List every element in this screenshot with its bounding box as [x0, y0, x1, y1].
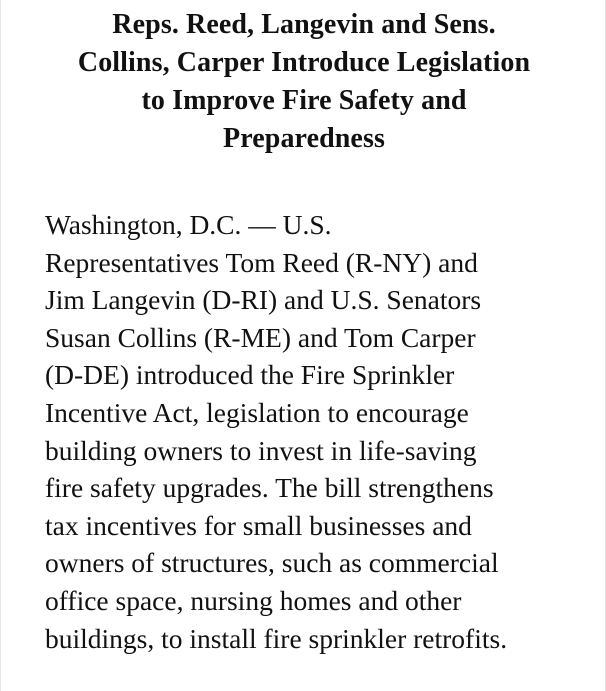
body-line: tax incentives for small businesses and: [45, 509, 472, 541]
headline-line: Collins, Carper Introduce Legislation: [77, 47, 531, 78]
body-line: office space, nursing homes and other: [45, 584, 462, 616]
body-line: Representatives Tom Reed (R-NY) and: [45, 246, 478, 278]
body-paragraph: [45, 206, 585, 657]
body-line: owners of structures, such as commercial: [45, 547, 499, 579]
body-line: (D-DE) introduced the Fire Sprinkler: [45, 359, 455, 391]
body-line: building owners to invest in life-saving: [45, 434, 477, 466]
headline: [31, 6, 577, 158]
body-line: Susan Collins (R-ME) and Tom Carper: [45, 321, 476, 353]
body-line: fire safety upgrades. The bill strengthens: [45, 472, 494, 504]
body-line: Washington, D.C. — U.S.: [45, 209, 332, 240]
headline-line: to Improve Fire Safety and: [141, 85, 467, 116]
body-line: Jim Langevin (D-RI) and U.S. Senators: [45, 284, 482, 316]
headline-line: Reps. Reed, Langevin and Sens.: [112, 9, 496, 40]
body-line: Incentive Act, legislation to encourage: [45, 396, 469, 428]
headline-line: Preparedness: [223, 123, 385, 154]
body-line: buildings, to install fire sprinkler retrofits.: [45, 622, 508, 654]
